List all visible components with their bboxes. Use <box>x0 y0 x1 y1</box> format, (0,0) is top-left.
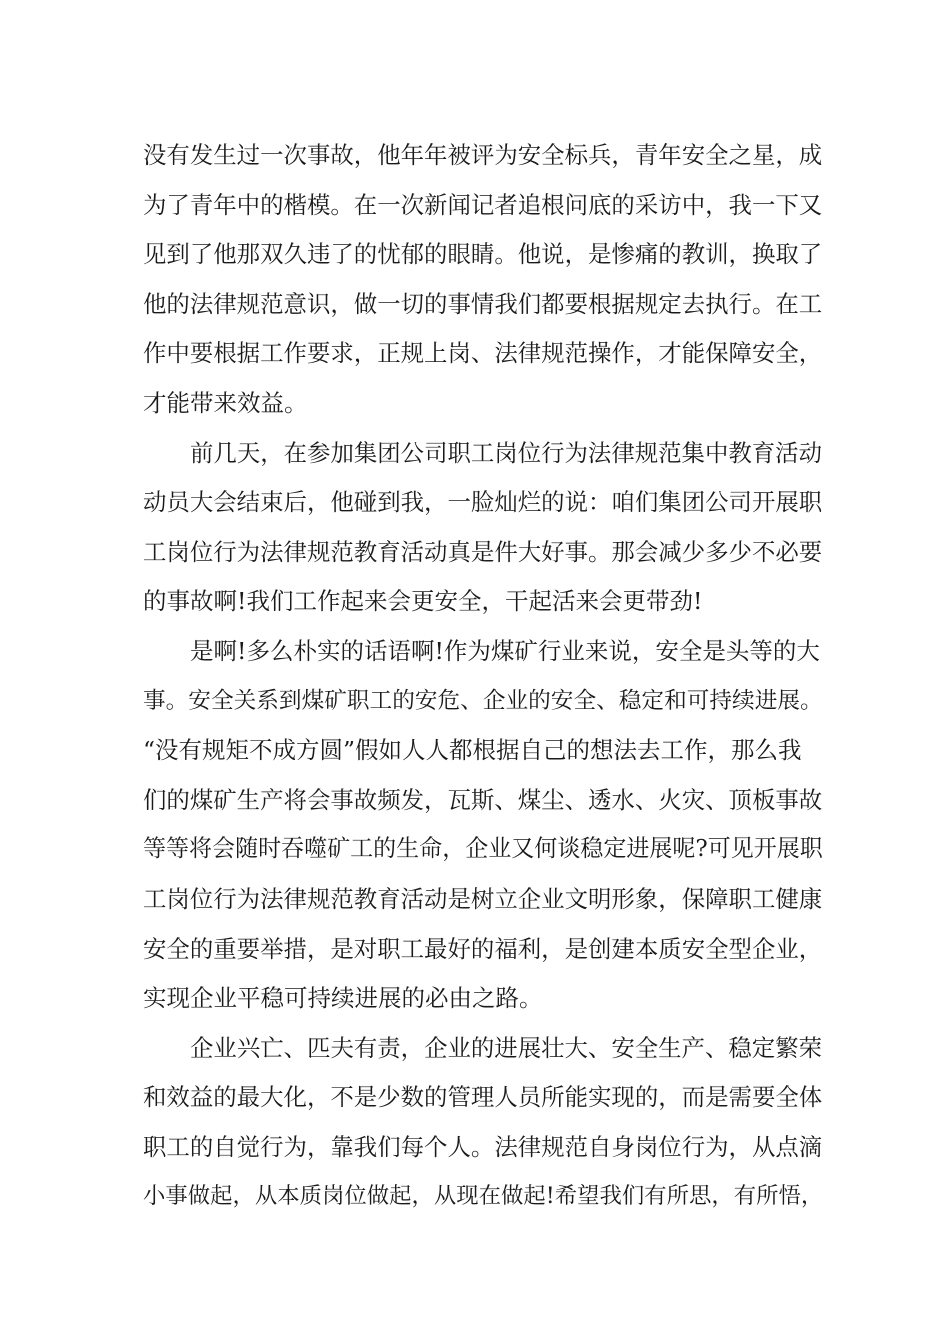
document-body <box>143 131 823 1222</box>
text-line: 他的法律规范意识，做一切的事情我们都要根据规定去执行。在工 <box>143 289 823 318</box>
text-line: 们的煤矿生产将会事故频发，瓦斯、煤尘、透水、火灾、顶板事故 <box>143 785 823 814</box>
text-line: “没有规矩不成方圆”假如人人都根据自己的想法去工作，那么我 <box>143 736 802 765</box>
text-line: 工岗位行为法律规范教育活动是树立企业文明形象，保障职工健康 <box>143 884 823 913</box>
text-line: 等等将会随时吞噬矿工的生命，企业又何谈稳定进展呢?可见开展职 <box>143 836 823 863</box>
paragraph-first-line: 前几天，在参加集团公司职工岗位行为法律规范集中教育活动 <box>190 438 822 467</box>
text-line: 为了青年中的楷模。在一次新闻记者追根问底的采访中，我一下又 <box>143 190 823 219</box>
text-line: 和效益的最大化，不是少数的管理人员所能实现的，而是需要全体 <box>143 1083 823 1112</box>
text-line: 实现企业平稳可持续进展的必由之路。 <box>143 984 543 1013</box>
text-line: 工岗位行为法律规范教育活动真是件大好事。那会减少多少不必要 <box>143 537 823 566</box>
text-line: 职工的自觉行为，靠我们每个人。法律规范自身岗位行为，从点滴 <box>143 1132 823 1161</box>
text-line: 的事故啊!我们工作起来会更安全，干起活来会更带劲! <box>143 587 703 616</box>
text-line: 事。安全关系到煤矿职工的安危、企业的安全、稳定和可持续进展。 <box>143 687 823 714</box>
text-line: 没有发生过一次事故，他年年被评为安全标兵，青年安全之星，成 <box>143 141 823 169</box>
text-line: 作中要根据工作要求，正规上岗、法律规范操作，才能保障安全， <box>143 339 823 368</box>
text-line: 才能带来效益。 <box>143 388 308 417</box>
paragraph-first-line: 企业兴亡、匹夫有责，企业的进展壮大、安全生产、稳定繁荣 <box>190 1033 822 1062</box>
text-line: 安全的重要举措，是对职工最好的福利，是创建本质安全型企业， <box>143 934 823 963</box>
text-line: 小事做起，从本质岗位做起，从现在做起!希望我们有所思，有所悟， <box>143 1183 824 1210</box>
text-line: 见到了他那双久违了的忧郁的眼睛。他说，是惨痛的教训，换取了 <box>143 240 823 269</box>
paragraph-first-line: 是啊!多么朴实的话语啊!作为煤矿行业来说，安全是头等的大 <box>190 636 820 665</box>
text-line: 动员大会结束后，他碰到我，一脸灿烂的说：咱们集团公司开展职 <box>143 488 823 517</box>
